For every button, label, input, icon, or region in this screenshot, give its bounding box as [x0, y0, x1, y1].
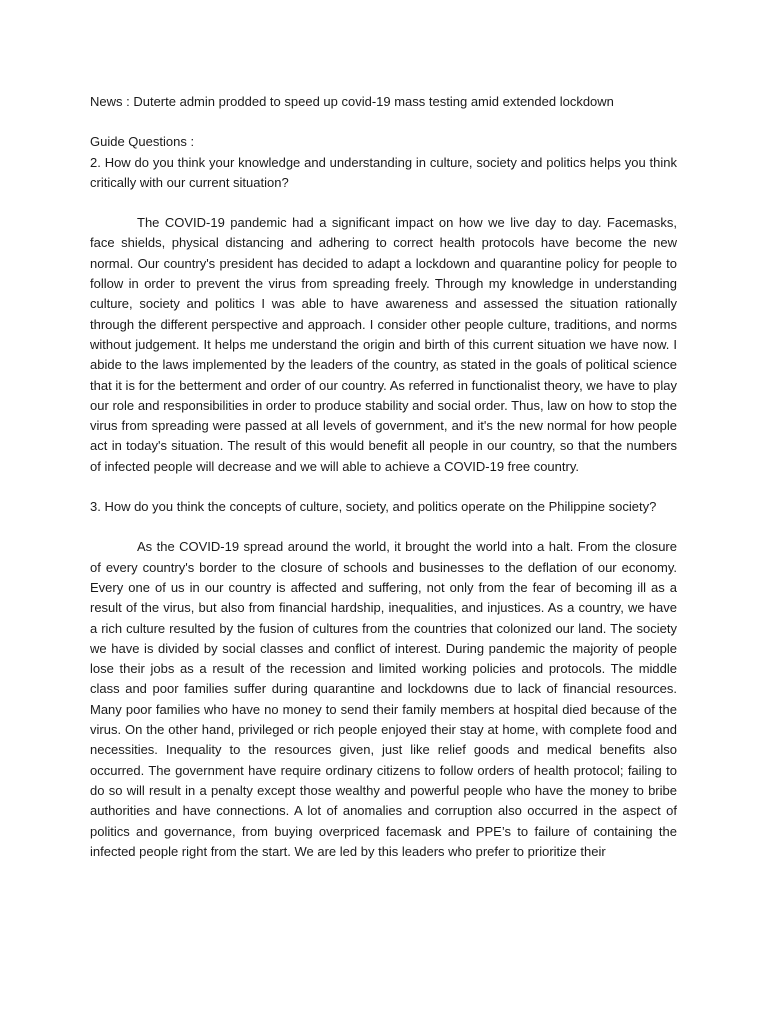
- news-title: News : Duterte admin prodded to speed up covid-19 mass testing amid extended lockdown: [90, 94, 614, 109]
- guide-questions-label: Guide Questions :: [90, 134, 195, 150]
- question-2: 2. How do you think your knowledge and understanding in culture, society and politics helps you think critically with our current situation?: [90, 154, 677, 190]
- question-3: 3. How do you think the concepts of culture, society, and politics operate on the Philippine society?: [90, 499, 657, 515]
- document-body: [90, 92, 677, 882]
- answer-3-paragraph: As the COVID-19 spread around the world, it brought the world into a halt. From the closure of every country's border to the closure of schools and businesses to the deflation of our economy. Every one of us in our country is affected and suffering, not only from the fear of becoming ill as a result of the virus, but also from financial hardship, inequalities, and injustices. As a country, we have a rich culture resulted by the fusion of cultures from the countries that colonized our land. The society we have is divided by social classes and conflict of interest. During pandemic the majority of people lose their jobs as a result of the recession and limited working policies and protocols. The middle class and poor families suffer during quarantine and lockdowns due to lack of financial resources. Many poor families who have no money to send their family members at hospital died because of the virus. On the other hand, privileged or rich people enjoyed their stay at home, with complete food and necessities. Inequality to the resources given, just like relief goods and medical benefits also occurred. The government have require ordinary citizens to follow orders of health protocol; failing to do so will result in a penalty except those wealthy and powerful people who have the money to bribe authorities and have connections. A lot of anomalies and corruption also occurred in the aspect of politics and governance, from buying overpriced facemask and PPE’s to failure of containing the infected people right from the start. We are led by this leaders who prefer to prioritize their: [90, 539, 677, 859]
- answer-2-paragraph: The COVID-19 pandemic had a significant impact on how we live day to day. Facemasks, face shields, physical distancing and adhering to correct health protocols have become the new normal. Our country's president has decided to adapt a lockdown and quarantine policy for people to follow in order to prevent the virus from spreading freely. Through my knowledge in understanding culture, society and politics I was able to have awareness and assessed the situation rationally through the different perspective and approach. I consider other people culture, traditions, and norms without judgement. It helps me understand the origin and birth of this current situation we have now. I abide to the laws implemented by the leaders of the country, as stated in the goals of political science that it is for the betterment and order of our country. As referred in functionalist theory, we have to play our role and responsibilities in order to produce stability and social order. Thus, law on how to stop the virus from spreading were passed at all levels of government, and it's the new normal for how people act in today's situation. The result of this would benefit all people in our country, so that the numbers of infected people will decrease and we will able to achieve a COVID-19 free country.: [90, 215, 677, 474]
